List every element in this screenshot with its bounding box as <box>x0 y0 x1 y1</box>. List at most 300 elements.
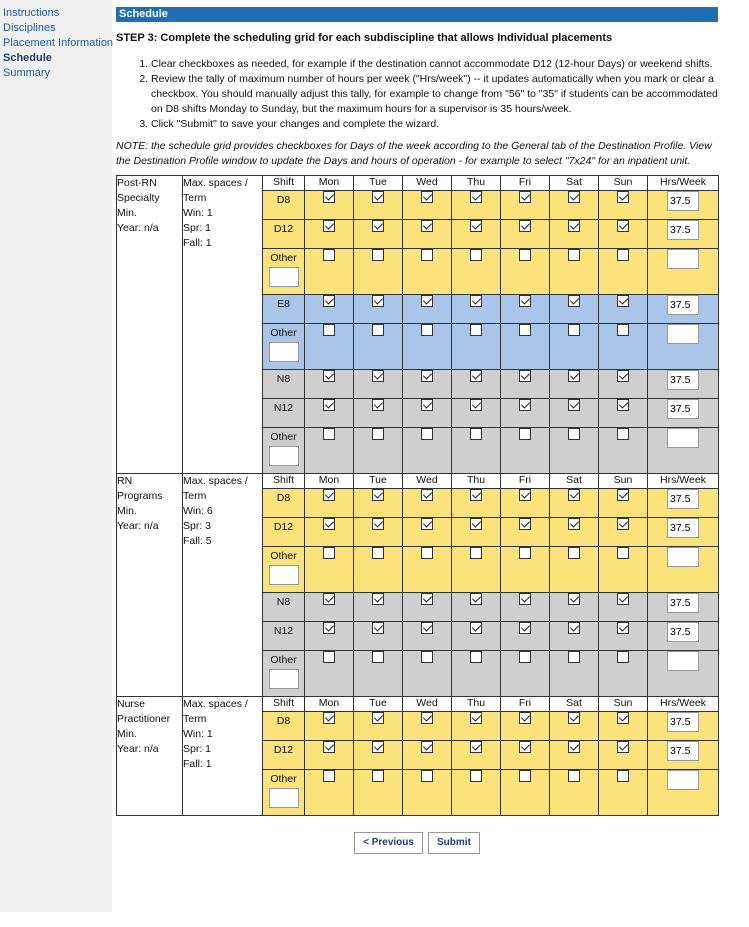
day-cell[interactable] <box>550 220 599 249</box>
day-cell[interactable] <box>599 191 648 220</box>
checked-checkbox[interactable] <box>470 741 482 753</box>
day-cell[interactable] <box>305 651 354 697</box>
day-cell[interactable] <box>452 324 501 370</box>
unchecked-checkbox[interactable] <box>568 249 580 261</box>
max-spaces-line: Spr: 1 <box>183 743 212 755</box>
checked-checkbox[interactable] <box>617 518 629 530</box>
day-cell[interactable] <box>403 489 452 518</box>
shift-column-header: Shift <box>263 474 305 489</box>
day-cell[interactable] <box>354 220 403 249</box>
day-cell[interactable] <box>550 622 599 651</box>
checked-checkbox[interactable] <box>617 295 629 307</box>
checked-checkbox[interactable] <box>568 593 580 605</box>
day-cell[interactable] <box>403 220 452 249</box>
day-cell[interactable] <box>403 295 452 324</box>
day-cell[interactable] <box>354 741 403 770</box>
checked-checkbox[interactable] <box>519 518 531 530</box>
day-cell[interactable] <box>452 622 501 651</box>
checked-checkbox[interactable] <box>617 741 629 753</box>
unchecked-checkbox[interactable] <box>519 324 531 336</box>
day-cell[interactable] <box>599 370 648 399</box>
checked-checkbox[interactable] <box>519 489 531 501</box>
day-cell[interactable] <box>501 370 550 399</box>
day-cell[interactable] <box>550 249 599 295</box>
day-cell[interactable] <box>354 489 403 518</box>
day-cell[interactable] <box>452 518 501 547</box>
day-cell[interactable] <box>403 249 452 295</box>
day-cell[interactable] <box>305 324 354 370</box>
checked-checkbox[interactable] <box>421 399 433 411</box>
hrs-week-input[interactable] <box>667 324 699 344</box>
day-cell[interactable] <box>501 295 550 324</box>
unchecked-checkbox[interactable] <box>421 651 433 663</box>
unchecked-checkbox[interactable] <box>372 547 384 559</box>
checked-checkbox[interactable] <box>323 399 335 411</box>
day-cell[interactable] <box>550 547 599 593</box>
unchecked-checkbox[interactable] <box>519 651 531 663</box>
day-cell[interactable] <box>305 428 354 474</box>
day-cell[interactable] <box>550 428 599 474</box>
checked-checkbox[interactable] <box>617 622 629 634</box>
checked-checkbox[interactable] <box>323 622 335 634</box>
checked-checkbox[interactable] <box>470 712 482 724</box>
checked-checkbox[interactable] <box>617 593 629 605</box>
day-cell[interactable] <box>403 191 452 220</box>
checked-checkbox[interactable] <box>568 741 580 753</box>
hrs-week-cell <box>648 622 719 651</box>
day-cell[interactable] <box>452 770 501 816</box>
day-cell[interactable] <box>305 370 354 399</box>
unchecked-checkbox[interactable] <box>372 324 384 336</box>
day-cell[interactable] <box>452 593 501 622</box>
day-cell[interactable] <box>452 249 501 295</box>
day-column-header: Wed <box>403 697 452 712</box>
checked-checkbox[interactable] <box>372 489 384 501</box>
unchecked-checkbox[interactable] <box>568 651 580 663</box>
other-shift-input[interactable] <box>269 669 299 689</box>
checked-checkbox[interactable] <box>372 712 384 724</box>
checked-checkbox[interactable] <box>470 593 482 605</box>
day-cell[interactable] <box>403 770 452 816</box>
submit-button[interactable]: Submit <box>428 832 480 854</box>
checked-checkbox[interactable] <box>617 220 629 232</box>
day-cell[interactable] <box>452 399 501 428</box>
day-cell[interactable] <box>403 651 452 697</box>
day-cell[interactable] <box>599 593 648 622</box>
checked-checkbox[interactable] <box>568 622 580 634</box>
checked-checkbox[interactable] <box>470 489 482 501</box>
day-cell[interactable] <box>501 191 550 220</box>
checked-checkbox[interactable] <box>421 191 433 203</box>
day-cell[interactable] <box>305 295 354 324</box>
shift-label: N12 <box>273 402 294 414</box>
day-cell[interactable] <box>452 547 501 593</box>
checked-checkbox[interactable] <box>421 518 433 530</box>
day-cell[interactable] <box>599 428 648 474</box>
day-cell[interactable] <box>452 428 501 474</box>
day-cell[interactable] <box>354 770 403 816</box>
day-cell[interactable] <box>305 712 354 741</box>
checked-checkbox[interactable] <box>421 489 433 501</box>
day-cell[interactable] <box>501 249 550 295</box>
day-cell[interactable] <box>305 399 354 428</box>
day-cell[interactable] <box>403 741 452 770</box>
unchecked-checkbox[interactable] <box>617 651 629 663</box>
hrs-week-cell <box>648 651 719 697</box>
checked-checkbox[interactable] <box>421 741 433 753</box>
checked-checkbox[interactable] <box>519 622 531 634</box>
day-cell[interactable] <box>305 518 354 547</box>
unchecked-checkbox[interactable] <box>470 770 482 782</box>
unchecked-checkbox[interactable] <box>617 324 629 336</box>
checked-checkbox[interactable] <box>519 220 531 232</box>
checked-checkbox[interactable] <box>519 191 531 203</box>
unchecked-checkbox[interactable] <box>519 428 531 440</box>
unchecked-checkbox[interactable] <box>568 324 580 336</box>
checked-checkbox[interactable] <box>617 399 629 411</box>
unchecked-checkbox[interactable] <box>470 547 482 559</box>
day-cell[interactable] <box>599 324 648 370</box>
day-cell[interactable] <box>354 622 403 651</box>
checked-checkbox[interactable] <box>470 220 482 232</box>
day-cell[interactable] <box>550 399 599 428</box>
day-cell[interactable] <box>599 651 648 697</box>
checked-checkbox[interactable] <box>617 370 629 382</box>
unchecked-checkbox[interactable] <box>519 547 531 559</box>
other-shift-input[interactable] <box>269 342 299 362</box>
unchecked-checkbox[interactable] <box>568 547 580 559</box>
other-shift-input[interactable] <box>269 565 299 585</box>
day-cell[interactable] <box>452 741 501 770</box>
unchecked-checkbox[interactable] <box>519 249 531 261</box>
hrs-week-input[interactable] <box>667 295 699 315</box>
day-column-header: Fri <box>501 697 550 712</box>
day-cell[interactable] <box>403 547 452 593</box>
unchecked-checkbox[interactable] <box>421 249 433 261</box>
day-cell[interactable] <box>354 547 403 593</box>
day-cell[interactable] <box>501 399 550 428</box>
unchecked-checkbox[interactable] <box>470 249 482 261</box>
unchecked-checkbox[interactable] <box>470 324 482 336</box>
day-cell[interactable] <box>354 295 403 324</box>
day-column-header: Mon <box>305 176 354 191</box>
day-cell[interactable] <box>599 220 648 249</box>
checked-checkbox[interactable] <box>323 191 335 203</box>
unchecked-checkbox[interactable] <box>372 428 384 440</box>
checked-checkbox[interactable] <box>323 220 335 232</box>
checked-checkbox[interactable] <box>519 370 531 382</box>
checked-checkbox[interactable] <box>470 191 482 203</box>
day-cell[interactable] <box>403 518 452 547</box>
checked-checkbox[interactable] <box>421 295 433 307</box>
day-cell[interactable] <box>403 622 452 651</box>
shift-label: N8 <box>276 596 291 608</box>
day-cell[interactable] <box>305 191 354 220</box>
day-cell[interactable] <box>354 399 403 428</box>
checked-checkbox[interactable] <box>470 399 482 411</box>
day-cell[interactable] <box>354 428 403 474</box>
checked-checkbox[interactable] <box>372 622 384 634</box>
day-cell[interactable] <box>599 518 648 547</box>
checked-checkbox[interactable] <box>568 712 580 724</box>
nav-item-placement-information[interactable]: Placement Information <box>3 37 114 49</box>
day-cell[interactable] <box>305 220 354 249</box>
checked-checkbox[interactable] <box>470 518 482 530</box>
checked-checkbox[interactable] <box>421 712 433 724</box>
unchecked-checkbox[interactable] <box>421 547 433 559</box>
hrs-week-cell <box>648 593 719 622</box>
max-spaces-line: Fall: 5 <box>183 535 212 547</box>
unchecked-checkbox[interactable] <box>421 428 433 440</box>
day-cell[interactable] <box>403 593 452 622</box>
day-cell[interactable] <box>550 770 599 816</box>
day-cell[interactable] <box>501 518 550 547</box>
checked-checkbox[interactable] <box>470 370 482 382</box>
day-cell[interactable] <box>501 651 550 697</box>
day-cell[interactable] <box>501 324 550 370</box>
hrs-week-input[interactable] <box>667 370 699 390</box>
day-cell[interactable] <box>403 399 452 428</box>
hrs-week-input[interactable] <box>667 489 699 509</box>
other-shift-input[interactable] <box>269 267 299 287</box>
day-cell[interactable] <box>403 370 452 399</box>
checked-checkbox[interactable] <box>323 295 335 307</box>
instructions-list <box>116 57 718 132</box>
day-cell[interactable] <box>550 741 599 770</box>
day-cell[interactable] <box>599 489 648 518</box>
checked-checkbox[interactable] <box>323 712 335 724</box>
note-text: NOTE: the schedule grid provides checkboxes for Days of the week according to the General tab of the Destination Profile. View the Destination Profile window to update the Days and hours of operation - for example to select "7x24" for an inpatient unit. <box>116 140 712 167</box>
checked-checkbox[interactable] <box>372 220 384 232</box>
hrs-week-input[interactable] <box>667 770 699 790</box>
previous-button[interactable]: < Previous <box>354 832 423 854</box>
hrs-week-input[interactable] <box>667 547 699 567</box>
day-cell[interactable] <box>403 324 452 370</box>
max-spaces-cell <box>183 176 263 474</box>
checked-checkbox[interactable] <box>617 712 629 724</box>
unchecked-checkbox[interactable] <box>372 651 384 663</box>
checked-checkbox[interactable] <box>568 518 580 530</box>
day-cell[interactable] <box>599 295 648 324</box>
day-cell[interactable] <box>305 593 354 622</box>
checked-checkbox[interactable] <box>372 593 384 605</box>
shift-cell <box>263 428 305 474</box>
day-cell[interactable] <box>403 712 452 741</box>
hrs-week-input[interactable] <box>667 712 699 732</box>
hrs-week-cell <box>648 712 719 741</box>
hrs-week-input[interactable] <box>667 399 699 419</box>
day-cell[interactable] <box>501 428 550 474</box>
checked-checkbox[interactable] <box>372 370 384 382</box>
day-column-header: Tue <box>354 176 403 191</box>
day-cell[interactable] <box>305 741 354 770</box>
hrs-week-cell <box>648 489 719 518</box>
unchecked-checkbox[interactable] <box>470 651 482 663</box>
day-cell[interactable] <box>452 220 501 249</box>
unchecked-checkbox[interactable] <box>323 547 335 559</box>
checked-checkbox[interactable] <box>470 622 482 634</box>
checked-checkbox[interactable] <box>323 593 335 605</box>
day-cell[interactable] <box>599 712 648 741</box>
day-cell[interactable] <box>550 324 599 370</box>
day-cell[interactable] <box>305 547 354 593</box>
shift-label: D12 <box>273 744 294 756</box>
checked-checkbox[interactable] <box>568 191 580 203</box>
day-cell[interactable] <box>305 249 354 295</box>
day-cell[interactable] <box>354 249 403 295</box>
checked-checkbox[interactable] <box>421 622 433 634</box>
checked-checkbox[interactable] <box>617 191 629 203</box>
day-cell[interactable] <box>452 712 501 741</box>
day-cell[interactable] <box>599 770 648 816</box>
unchecked-checkbox[interactable] <box>568 770 580 782</box>
checked-checkbox[interactable] <box>519 399 531 411</box>
day-cell[interactable] <box>403 428 452 474</box>
unchecked-checkbox[interactable] <box>323 324 335 336</box>
checked-checkbox[interactable] <box>372 295 384 307</box>
day-cell[interactable] <box>354 712 403 741</box>
unchecked-checkbox[interactable] <box>617 428 629 440</box>
day-cell[interactable] <box>305 622 354 651</box>
shift-label: Other <box>270 550 297 562</box>
day-cell[interactable] <box>599 622 648 651</box>
other-shift-input[interactable] <box>269 788 299 808</box>
shift-label: N8 <box>276 373 291 385</box>
hrs-week-input[interactable] <box>667 249 699 269</box>
day-cell[interactable] <box>354 191 403 220</box>
day-cell[interactable] <box>354 593 403 622</box>
day-cell[interactable] <box>501 547 550 593</box>
checked-checkbox[interactable] <box>323 741 335 753</box>
checked-checkbox[interactable] <box>519 295 531 307</box>
checked-checkbox[interactable] <box>519 712 531 724</box>
day-cell[interactable] <box>550 518 599 547</box>
hrs-week-input[interactable] <box>667 651 699 671</box>
hrs-week-input[interactable] <box>667 428 699 448</box>
day-cell[interactable] <box>550 651 599 697</box>
checked-checkbox[interactable] <box>372 741 384 753</box>
day-column-header: Fri <box>501 176 550 191</box>
hrs-week-input[interactable] <box>667 622 699 642</box>
day-cell[interactable] <box>550 191 599 220</box>
unchecked-checkbox[interactable] <box>323 249 335 261</box>
day-cell[interactable] <box>550 489 599 518</box>
hrs-week-input[interactable] <box>667 593 699 613</box>
unchecked-checkbox[interactable] <box>421 770 433 782</box>
checked-checkbox[interactable] <box>568 399 580 411</box>
unchecked-checkbox[interactable] <box>372 770 384 782</box>
other-shift-input[interactable] <box>269 446 299 466</box>
unchecked-checkbox[interactable] <box>617 770 629 782</box>
hrs-week-input[interactable] <box>667 518 699 538</box>
checked-checkbox[interactable] <box>519 593 531 605</box>
day-cell[interactable] <box>599 399 648 428</box>
shift-column-header: Shift <box>263 697 305 712</box>
checked-checkbox[interactable] <box>372 191 384 203</box>
day-cell[interactable] <box>354 324 403 370</box>
day-cell[interactable] <box>305 489 354 518</box>
unchecked-checkbox[interactable] <box>617 249 629 261</box>
subdiscipline-name-line: Min. <box>117 505 137 517</box>
day-cell[interactable] <box>452 295 501 324</box>
checked-checkbox[interactable] <box>372 399 384 411</box>
day-cell[interactable] <box>354 651 403 697</box>
hrs-week-cell <box>648 547 719 593</box>
day-cell[interactable] <box>599 547 648 593</box>
day-cell[interactable] <box>550 370 599 399</box>
day-cell[interactable] <box>501 712 550 741</box>
unchecked-checkbox[interactable] <box>421 324 433 336</box>
day-cell[interactable] <box>354 370 403 399</box>
checked-checkbox[interactable] <box>470 295 482 307</box>
day-cell[interactable] <box>550 712 599 741</box>
day-cell[interactable] <box>599 741 648 770</box>
unchecked-checkbox[interactable] <box>519 770 531 782</box>
nav-item-instructions[interactable]: Instructions <box>3 7 60 19</box>
unchecked-checkbox[interactable] <box>323 651 335 663</box>
grid-header-row <box>117 697 719 712</box>
shift-column-header: Shift <box>263 176 305 191</box>
day-cell[interactable] <box>501 489 550 518</box>
hrs-week-input[interactable] <box>667 220 699 240</box>
day-cell[interactable] <box>550 295 599 324</box>
checked-checkbox[interactable] <box>617 489 629 501</box>
unchecked-checkbox[interactable] <box>372 249 384 261</box>
checked-checkbox[interactable] <box>323 370 335 382</box>
day-cell[interactable] <box>452 489 501 518</box>
subdiscipline-name-line: Year: n/a <box>117 743 159 755</box>
checked-checkbox[interactable] <box>568 489 580 501</box>
sidebar-nav <box>0 0 112 912</box>
day-cell[interactable] <box>452 191 501 220</box>
unchecked-checkbox[interactable] <box>323 428 335 440</box>
hrs-week-input[interactable] <box>667 741 699 761</box>
day-cell[interactable] <box>501 741 550 770</box>
nav-item-summary[interactable]: Summary <box>3 67 51 79</box>
day-cell[interactable] <box>550 593 599 622</box>
hrs-week-input[interactable] <box>667 191 699 211</box>
section-title-bar: Schedule <box>116 7 718 22</box>
day-cell[interactable] <box>452 651 501 697</box>
checked-checkbox[interactable] <box>568 220 580 232</box>
day-cell[interactable] <box>501 770 550 816</box>
checked-checkbox[interactable] <box>421 593 433 605</box>
unchecked-checkbox[interactable] <box>323 770 335 782</box>
checked-checkbox[interactable] <box>421 370 433 382</box>
nav-item-disciplines[interactable]: Disciplines <box>3 22 56 34</box>
checked-checkbox[interactable] <box>421 220 433 232</box>
checked-checkbox[interactable] <box>323 518 335 530</box>
day-column-header: Sun <box>599 697 648 712</box>
day-cell[interactable] <box>501 622 550 651</box>
nav-item-schedule[interactable]: Schedule <box>3 52 52 64</box>
checked-checkbox[interactable] <box>323 489 335 501</box>
unchecked-checkbox[interactable] <box>617 547 629 559</box>
day-cell[interactable] <box>305 770 354 816</box>
day-cell[interactable] <box>501 593 550 622</box>
unchecked-checkbox[interactable] <box>568 428 580 440</box>
day-cell[interactable] <box>501 220 550 249</box>
day-column-header: Thu <box>452 697 501 712</box>
checked-checkbox[interactable] <box>568 370 580 382</box>
day-cell[interactable] <box>354 518 403 547</box>
unchecked-checkbox[interactable] <box>470 428 482 440</box>
checked-checkbox[interactable] <box>519 741 531 753</box>
checked-checkbox[interactable] <box>568 295 580 307</box>
day-cell[interactable] <box>599 249 648 295</box>
checked-checkbox[interactable] <box>372 518 384 530</box>
day-cell[interactable] <box>452 370 501 399</box>
